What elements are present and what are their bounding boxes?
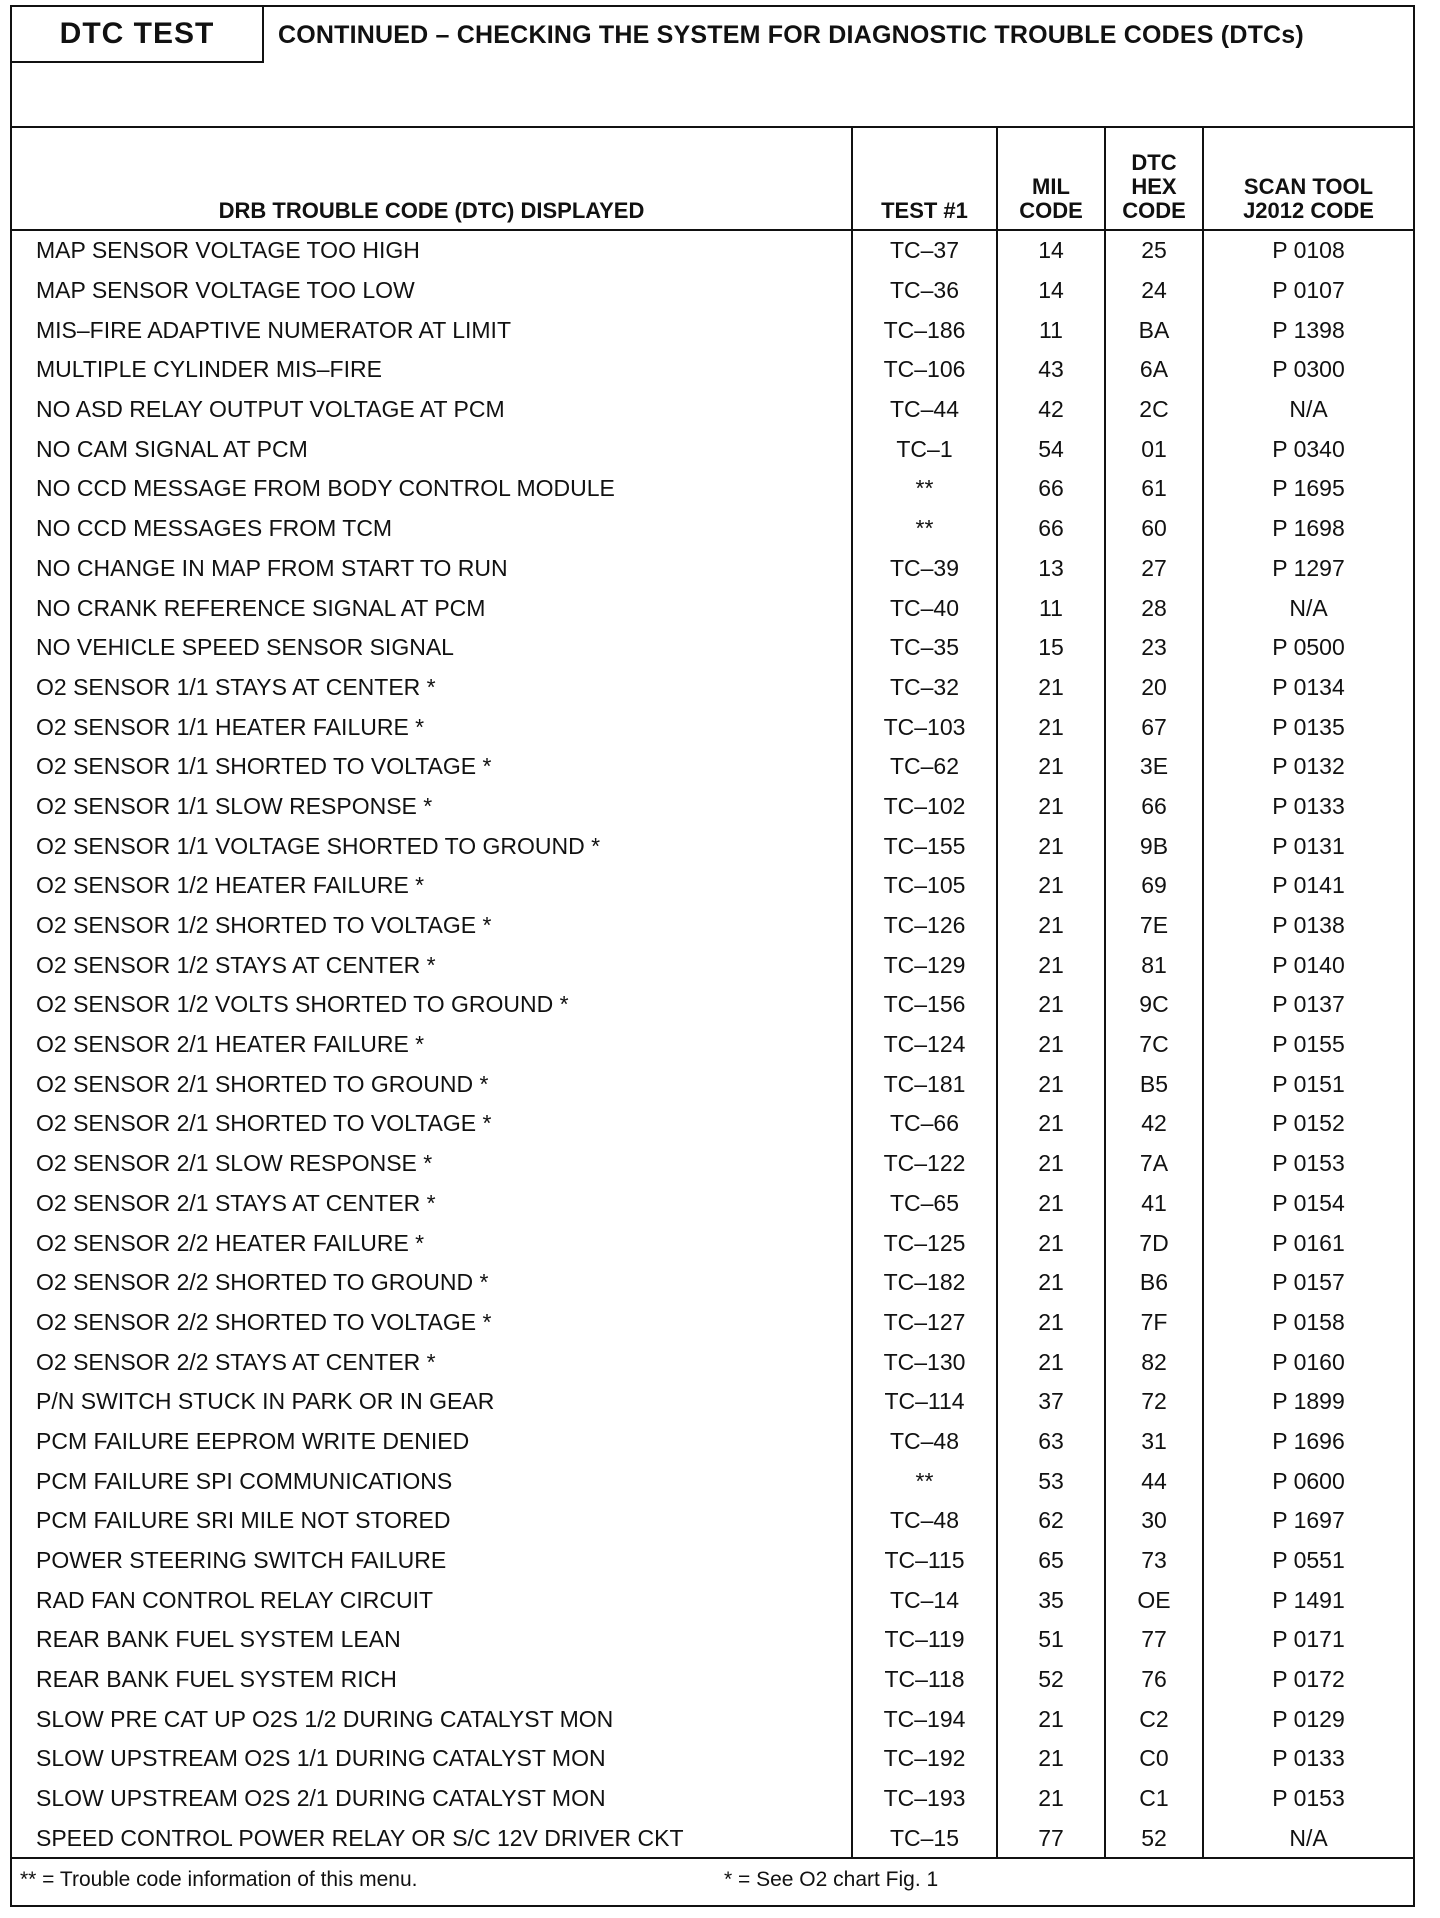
test-number: TC–127 [852, 1303, 997, 1343]
mil-code: 21 [997, 1263, 1105, 1303]
mil-code: 21 [997, 747, 1105, 787]
table-row [12, 1739, 1413, 1779]
mil-code: 21 [997, 1739, 1105, 1779]
dtc-description: O2 SENSOR 2/2 HEATER FAILURE * [36, 1229, 425, 1256]
scan-tool-code: P 0171 [1203, 1620, 1413, 1660]
table-row [12, 1580, 1413, 1620]
test-number: TC–182 [852, 1263, 997, 1303]
dtc-hex-code: 77 [1105, 1620, 1203, 1660]
dtc-description: RAD FAN CONTROL RELAY CIRCUIT [36, 1586, 434, 1613]
test-number: TC–35 [852, 628, 997, 668]
dtc-description: P/N SWITCH STUCK IN PARK OR IN GEAR [36, 1388, 495, 1415]
test-number: TC–48 [852, 1501, 997, 1541]
test-number: TC–14 [852, 1580, 997, 1620]
column-header-description-label: DRB TROUBLE CODE (DTC) DISPLAYED [218, 198, 645, 223]
table-row [12, 1342, 1413, 1382]
dtc-description: NO CRANK REFERENCE SIGNAL AT PCM [36, 594, 486, 621]
scan-tool-code: P 0108 [1203, 230, 1413, 271]
mil-code: 21 [997, 826, 1105, 866]
test-number: TC–156 [852, 985, 997, 1025]
test-number: TC–65 [852, 1184, 997, 1224]
dtc-hex-code: B5 [1105, 1064, 1203, 1104]
test-number: TC–15 [852, 1819, 997, 1859]
dtc-hex-code: 9B [1105, 826, 1203, 866]
scan-tool-code: P 0151 [1203, 1064, 1413, 1104]
dtc-description: O2 SENSOR 2/1 SHORTED TO VOLTAGE * [36, 1110, 492, 1137]
table-row [12, 787, 1413, 827]
mil-code: 43 [997, 350, 1105, 390]
scan-tool-code: P 0300 [1203, 350, 1413, 390]
table-row [12, 1779, 1413, 1819]
dtc-description: O2 SENSOR 2/1 SLOW RESPONSE * [36, 1150, 433, 1177]
table-row [12, 1422, 1413, 1462]
mil-code: 21 [997, 1144, 1105, 1184]
test-number: TC–39 [852, 549, 997, 589]
scan-tool-code: P 0137 [1203, 985, 1413, 1025]
table-row [12, 1064, 1413, 1104]
mil-code: 21 [997, 945, 1105, 985]
mil-code: 14 [997, 271, 1105, 311]
mil-code: 21 [997, 1779, 1105, 1819]
column-header-mil-line1: MIL [1032, 174, 1070, 199]
dtc-hex-code: 7C [1105, 1025, 1203, 1065]
column-header-dtc-hex-code [1105, 128, 1203, 230]
table-row [12, 1461, 1413, 1501]
test-number: TC–102 [852, 787, 997, 827]
table-row [12, 1819, 1413, 1859]
dtc-description: O2 SENSOR 1/2 STAYS AT CENTER * [36, 951, 436, 978]
column-header-hex-line3: CODE [1122, 198, 1186, 223]
mil-code: 21 [997, 1064, 1105, 1104]
test-number: ** [852, 469, 997, 509]
scan-tool-code: P 1697 [1203, 1501, 1413, 1541]
table-row [12, 1303, 1413, 1343]
scan-tool-code: P 0134 [1203, 668, 1413, 708]
table-row [12, 310, 1413, 350]
column-header-scan-line1: SCAN TOOL [1243, 174, 1374, 199]
mil-code: 77 [997, 1819, 1105, 1859]
table-row [12, 1501, 1413, 1541]
dtc-hex-code: 61 [1105, 469, 1203, 509]
scan-tool-code: P 0152 [1203, 1104, 1413, 1144]
table-row [12, 429, 1413, 469]
test-number: TC–130 [852, 1342, 997, 1382]
mil-code: 66 [997, 509, 1105, 549]
test-number: TC–193 [852, 1779, 997, 1819]
table-row [12, 1382, 1413, 1422]
mil-code: 21 [997, 707, 1105, 747]
footnote-single-asterisk: * = See O2 chart Fig. 1 [724, 1868, 939, 1891]
scan-tool-code: P 0140 [1203, 945, 1413, 985]
table-row [12, 1620, 1413, 1660]
scan-tool-code: P 1698 [1203, 509, 1413, 549]
dtc-description: O2 SENSOR 2/2 SHORTED TO VOLTAGE * [36, 1308, 492, 1335]
scan-tool-code: P 0153 [1203, 1144, 1413, 1184]
page-title: CONTINUED – CHECKING THE SYSTEM FOR DIAGNOSTIC TROUBLE CODES (DTCs) [278, 20, 1304, 49]
mil-code: 65 [997, 1541, 1105, 1581]
table-row [12, 588, 1413, 628]
table-row [12, 1184, 1413, 1224]
dtc-description: O2 SENSOR 2/2 SHORTED TO GROUND * [36, 1269, 489, 1296]
dtc-hex-code: BA [1105, 310, 1203, 350]
scan-tool-code: P 0153 [1203, 1779, 1413, 1819]
mil-code: 21 [997, 1342, 1105, 1382]
test-number: TC–181 [852, 1064, 997, 1104]
table-header-row [12, 128, 1413, 230]
dtc-description: PCM FAILURE SRI MILE NOT STORED [36, 1507, 451, 1534]
dtc-hex-code: 3E [1105, 747, 1203, 787]
test-number: TC–186 [852, 310, 997, 350]
dtc-description: SLOW UPSTREAM O2S 2/1 DURING CATALYST MON [36, 1785, 606, 1812]
test-number: TC–62 [852, 747, 997, 787]
dtc-description: O2 SENSOR 2/2 STAYS AT CENTER * [36, 1348, 436, 1375]
dtc-description: O2 SENSOR 1/1 STAYS AT CENTER * [36, 673, 436, 700]
test-number: TC–155 [852, 826, 997, 866]
test-number: TC–48 [852, 1422, 997, 1462]
scan-tool-code: P 0107 [1203, 271, 1413, 311]
dtc-description: NO CAM SIGNAL AT PCM [36, 435, 308, 462]
dtc-description: POWER STEERING SWITCH FAILURE [36, 1547, 447, 1574]
dtc-table [12, 128, 1413, 1858]
mil-code: 21 [997, 1303, 1105, 1343]
dtc-description: NO CCD MESSAGE FROM BODY CONTROL MODULE [36, 475, 615, 502]
test-number: TC–118 [852, 1660, 997, 1700]
section-tag: DTC TEST [12, 7, 264, 63]
dtc-hex-code: 7E [1105, 906, 1203, 946]
dtc-hex-code: 41 [1105, 1184, 1203, 1224]
scan-tool-code: P 0154 [1203, 1184, 1413, 1224]
mil-code: 21 [997, 668, 1105, 708]
scan-tool-code: P 0133 [1203, 1739, 1413, 1779]
dtc-hex-code: 27 [1105, 549, 1203, 589]
dtc-description: SPEED CONTROL POWER RELAY OR S/C 12V DRIVER CKT [36, 1824, 684, 1851]
scan-tool-code: P 0141 [1203, 866, 1413, 906]
mil-code: 21 [997, 1184, 1105, 1224]
test-number: TC–122 [852, 1144, 997, 1184]
dtc-hex-code: 6A [1105, 350, 1203, 390]
dtc-hex-code: 20 [1105, 668, 1203, 708]
scan-tool-code: P 0161 [1203, 1223, 1413, 1263]
test-number: TC–44 [852, 390, 997, 430]
mil-code: 11 [997, 310, 1105, 350]
dtc-hex-code: 52 [1105, 1819, 1203, 1859]
scan-tool-code: P 0340 [1203, 429, 1413, 469]
mil-code: 21 [997, 985, 1105, 1025]
table-row [12, 1660, 1413, 1700]
test-number: ** [852, 1461, 997, 1501]
scan-tool-code: N/A [1203, 390, 1413, 430]
dtc-description: O2 SENSOR 1/2 HEATER FAILURE * [36, 872, 425, 899]
mil-code: 21 [997, 1223, 1105, 1263]
dtc-hex-code: 30 [1105, 1501, 1203, 1541]
test-number: TC–194 [852, 1699, 997, 1739]
dtc-description: MAP SENSOR VOLTAGE TOO LOW [36, 277, 415, 304]
table-row [12, 747, 1413, 787]
dtc-description: PCM FAILURE EEPROM WRITE DENIED [36, 1427, 470, 1454]
dtc-description: MIS–FIRE ADAPTIVE NUMERATOR AT LIMIT [36, 316, 511, 343]
test-number: TC–115 [852, 1541, 997, 1581]
column-header-test [852, 128, 997, 230]
column-header-hex-line1: DTC [1131, 150, 1177, 175]
mil-code: 21 [997, 1699, 1105, 1739]
dtc-description: SLOW UPSTREAM O2S 1/1 DURING CATALYST MON [36, 1745, 606, 1772]
dtc-description: REAR BANK FUEL SYSTEM RICH [36, 1666, 397, 1693]
scan-tool-code: P 1899 [1203, 1382, 1413, 1422]
dtc-description: O2 SENSOR 2/1 SHORTED TO GROUND * [36, 1070, 489, 1097]
scan-tool-code: P 1491 [1203, 1580, 1413, 1620]
dtc-description: NO VEHICLE SPEED SENSOR SIGNAL [36, 634, 454, 661]
dtc-hex-code: 7F [1105, 1303, 1203, 1343]
scan-tool-code: P 0160 [1203, 1342, 1413, 1382]
scan-tool-code: P 0131 [1203, 826, 1413, 866]
mil-code: 54 [997, 429, 1105, 469]
mil-code: 21 [997, 866, 1105, 906]
dtc-description: O2 SENSOR 1/2 SHORTED TO VOLTAGE * [36, 912, 492, 939]
dtc-hex-code: 28 [1105, 588, 1203, 628]
dtc-description: O2 SENSOR 2/1 HEATER FAILURE * [36, 1031, 425, 1058]
dtc-description: O2 SENSOR 1/1 SHORTED TO VOLTAGE * [36, 753, 492, 780]
mil-code: 13 [997, 549, 1105, 589]
dtc-hex-code: 82 [1105, 1342, 1203, 1382]
dtc-hex-code: 23 [1105, 628, 1203, 668]
scan-tool-code: P 0135 [1203, 707, 1413, 747]
document-page [10, 5, 1415, 1907]
scan-tool-code: P 0138 [1203, 906, 1413, 946]
test-number: TC–114 [852, 1382, 997, 1422]
test-number: TC–126 [852, 906, 997, 946]
scan-tool-code: P 0157 [1203, 1263, 1413, 1303]
dtc-description: PCM FAILURE SPI COMMUNICATIONS [36, 1467, 453, 1494]
test-number: TC–32 [852, 668, 997, 708]
dtc-hex-code: 24 [1105, 271, 1203, 311]
table-row [12, 549, 1413, 589]
table-row [12, 271, 1413, 311]
dtc-description: NO CHANGE IN MAP FROM START TO RUN [36, 554, 508, 581]
scan-tool-code: P 0158 [1203, 1303, 1413, 1343]
dtc-hex-code: C2 [1105, 1699, 1203, 1739]
scan-tool-code: P 0600 [1203, 1461, 1413, 1501]
test-number: TC–125 [852, 1223, 997, 1263]
mil-code: 63 [997, 1422, 1105, 1462]
table-row [12, 350, 1413, 390]
table-row [12, 866, 1413, 906]
dtc-hex-code: 81 [1105, 945, 1203, 985]
test-number: TC–37 [852, 230, 997, 271]
table-row [12, 1699, 1413, 1739]
table-row [12, 1025, 1413, 1065]
test-number: TC–129 [852, 945, 997, 985]
dtc-description: MAP SENSOR VOLTAGE TOO HIGH [36, 237, 420, 264]
title-bar [12, 7, 1413, 126]
mil-code: 21 [997, 1025, 1105, 1065]
column-header-mil-code [997, 128, 1105, 230]
test-number: TC–40 [852, 588, 997, 628]
column-header-test-label: TEST #1 [881, 198, 968, 223]
dtc-hex-code: 25 [1105, 230, 1203, 271]
dtc-description: O2 SENSOR 1/2 VOLTS SHORTED TO GROUND * [36, 991, 569, 1018]
dtc-table-body [12, 230, 1413, 1858]
dtc-hex-code: 31 [1105, 1422, 1203, 1462]
table-row [12, 230, 1413, 271]
scan-tool-code: P 1297 [1203, 549, 1413, 589]
test-number: TC–36 [852, 271, 997, 311]
table-row [12, 509, 1413, 549]
dtc-description: O2 SENSOR 1/1 HEATER FAILURE * [36, 713, 425, 740]
dtc-description: O2 SENSOR 1/1 VOLTAGE SHORTED TO GROUND * [36, 832, 601, 859]
dtc-hex-code: 67 [1105, 707, 1203, 747]
dtc-hex-code: B6 [1105, 1263, 1203, 1303]
mil-code: 62 [997, 1501, 1105, 1541]
test-number: TC–119 [852, 1620, 997, 1660]
table-row [12, 1104, 1413, 1144]
dtc-hex-code: 60 [1105, 509, 1203, 549]
dtc-hex-code: 9C [1105, 985, 1203, 1025]
column-header-mil-line2: CODE [1019, 198, 1083, 223]
dtc-hex-code: 2C [1105, 390, 1203, 430]
dtc-hex-code: OE [1105, 1580, 1203, 1620]
table-row [12, 906, 1413, 946]
scan-tool-code: P 1695 [1203, 469, 1413, 509]
test-number: TC–66 [852, 1104, 997, 1144]
scan-tool-code: P 0172 [1203, 1660, 1413, 1700]
table-row [12, 1223, 1413, 1263]
table-row [12, 469, 1413, 509]
footnote-double-asterisk: ** = Trouble code information of this menu. [20, 1868, 418, 1891]
dtc-hex-code: C0 [1105, 1739, 1203, 1779]
mil-code: 11 [997, 588, 1105, 628]
dtc-hex-code: 42 [1105, 1104, 1203, 1144]
dtc-hex-code: 44 [1105, 1461, 1203, 1501]
dtc-hex-code: 76 [1105, 1660, 1203, 1700]
test-number: ** [852, 509, 997, 549]
dtc-hex-code: 66 [1105, 787, 1203, 827]
test-number: TC–124 [852, 1025, 997, 1065]
footnotes [12, 1857, 1413, 1905]
dtc-hex-code: 73 [1105, 1541, 1203, 1581]
mil-code: 14 [997, 230, 1105, 271]
dtc-description: MULTIPLE CYLINDER MIS–FIRE [36, 356, 382, 383]
dtc-description: NO CCD MESSAGES FROM TCM [36, 515, 393, 542]
scan-tool-code: P 0132 [1203, 747, 1413, 787]
table-row [12, 1144, 1413, 1184]
test-number: TC–106 [852, 350, 997, 390]
table-row [12, 707, 1413, 747]
mil-code: 15 [997, 628, 1105, 668]
mil-code: 42 [997, 390, 1105, 430]
scan-tool-code: P 1696 [1203, 1422, 1413, 1462]
mil-code: 21 [997, 787, 1105, 827]
test-number: TC–192 [852, 1739, 997, 1779]
mil-code: 21 [997, 1104, 1105, 1144]
test-number: TC–105 [852, 866, 997, 906]
test-number: TC–1 [852, 429, 997, 469]
dtc-hex-code: 01 [1105, 429, 1203, 469]
table-row [12, 826, 1413, 866]
scan-tool-code: N/A [1203, 1819, 1413, 1859]
column-header-hex-line2: HEX [1131, 174, 1177, 199]
dtc-hex-code: 72 [1105, 1382, 1203, 1422]
mil-code: 53 [997, 1461, 1105, 1501]
column-header-scan-tool [1203, 128, 1413, 230]
dtc-description: O2 SENSOR 1/1 SLOW RESPONSE * [36, 792, 433, 819]
mil-code: 52 [997, 1660, 1105, 1700]
dtc-hex-code: 7A [1105, 1144, 1203, 1184]
table-row [12, 1263, 1413, 1303]
dtc-hex-code: 69 [1105, 866, 1203, 906]
column-header-scan-line2: J2012 CODE [1243, 198, 1374, 223]
scan-tool-code: P 1398 [1203, 310, 1413, 350]
dtc-hex-code: 7D [1105, 1223, 1203, 1263]
mil-code: 37 [997, 1382, 1105, 1422]
mil-code: 21 [997, 906, 1105, 946]
scan-tool-code: N/A [1203, 588, 1413, 628]
test-number: TC–103 [852, 707, 997, 747]
scan-tool-code: P 0133 [1203, 787, 1413, 827]
table-row [12, 945, 1413, 985]
scan-tool-code: P 0129 [1203, 1699, 1413, 1739]
column-header-description [12, 128, 852, 230]
table-row [12, 668, 1413, 708]
scan-tool-code: P 0155 [1203, 1025, 1413, 1065]
mil-code: 66 [997, 469, 1105, 509]
dtc-hex-code: C1 [1105, 1779, 1203, 1819]
dtc-description: NO ASD RELAY OUTPUT VOLTAGE AT PCM [36, 396, 505, 423]
mil-code: 35 [997, 1580, 1105, 1620]
dtc-description: REAR BANK FUEL SYSTEM LEAN [36, 1626, 401, 1653]
table-row [12, 985, 1413, 1025]
dtc-description: SLOW PRE CAT UP O2S 1/2 DURING CATALYST MON [36, 1705, 614, 1732]
scan-tool-code: P 0551 [1203, 1541, 1413, 1581]
table-row [12, 628, 1413, 668]
table-row [12, 1541, 1413, 1581]
dtc-description: O2 SENSOR 2/1 STAYS AT CENTER * [36, 1189, 436, 1216]
scan-tool-code: P 0500 [1203, 628, 1413, 668]
table-row [12, 390, 1413, 430]
mil-code: 51 [997, 1620, 1105, 1660]
